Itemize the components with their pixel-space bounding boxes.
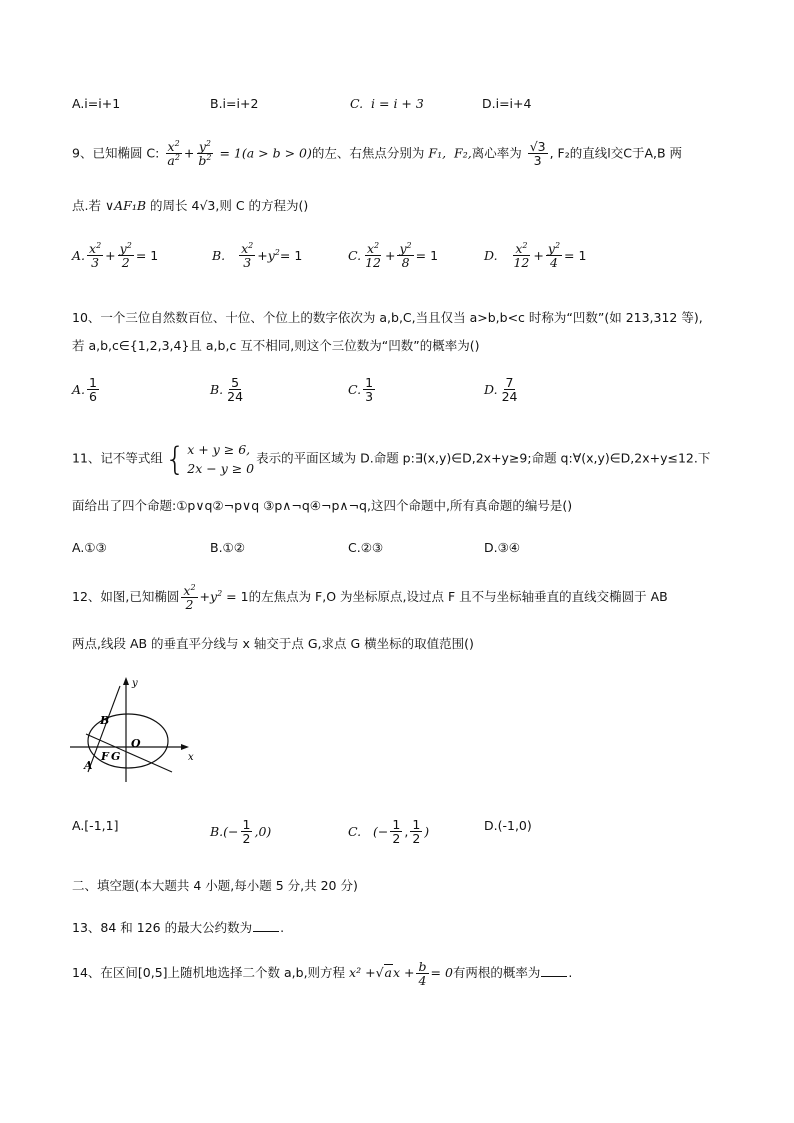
q12-option-b: B. (− $\frac{1}{2}$ ,0) xyxy=(210,817,272,847)
q11-option-a: A.①③ xyxy=(72,540,107,555)
q12-line-2: 两点,线段 AB 的垂直平分线与 x 轴交于点 G,求点 G 横坐标的取值范围() xyxy=(72,636,474,651)
q8-option-b: B.i=i+2 xyxy=(210,96,259,111)
label-y: y xyxy=(132,678,138,689)
q9-option-d: D. $\frac{x^2}{12}$ + $\frac{y^2}{4}$ = 1 xyxy=(484,241,587,271)
q9-line-1: 9、已知椭圆 C: $\frac{x^2}{a^2}$ + $\frac{y^2}{b^2}$ = 1(a > b > 0)的左、右焦点分别为 F₁, F₂,离心率为 $\frac{√3}{3}$ , F₂的直线l交C于A,B 两 xyxy=(72,139,683,169)
q8-option-c: C. i = i + 3 xyxy=(350,96,424,111)
label-x: x xyxy=(188,752,194,763)
label-g: G xyxy=(111,750,121,763)
label-f: F xyxy=(101,750,109,763)
q10-line-2: 若 a,b,c∈{1,2,3,4}且 a,b,c 互不相同,则这个三位数为“凹数”的概率为() xyxy=(72,338,480,353)
section-2-heading: 二、填空题(本大题共 4 小题,每小题 5 分,共 20 分) xyxy=(72,878,358,893)
q10-option-d: D. $\frac{7}{24}$ xyxy=(484,375,518,405)
x-axis-arrow xyxy=(181,744,189,750)
q14-blank[interactable] xyxy=(541,976,567,977)
q8-option-c-expr: i = i + 3 xyxy=(371,96,424,111)
q10-option-c: C. $\frac{1}{3}$ xyxy=(348,375,374,405)
q9-line-2: 点.若 ∨AF₁B 的周长 4√3,则 C 的方程为() xyxy=(72,198,309,213)
q13: 13、84 和 126 的最大公约数为 . xyxy=(72,920,285,935)
q11-option-b: B.①② xyxy=(210,540,245,555)
q10-option-a: A. $\frac{1}{6}$ xyxy=(72,375,97,405)
q8-option-a: A.i=i+1 xyxy=(72,96,121,111)
label-a: A xyxy=(84,759,93,772)
q12-option-d: D.(-1,0) xyxy=(484,818,532,833)
label-b: B xyxy=(100,714,110,727)
q11-line-1: 11、记不等式组 { x + y ≥ 6, 2x − y ≥ 0 表示的平面区域为 D.命题 p:∃(x,y)∈D,2x+y≥9;命题 q:∀(x,y)∈D,2x+y≤12.下 xyxy=(72,440,711,478)
q9-option-a: A. $\frac{x^2}{3}$ + $\frac{y^2}{2}$ = 1 xyxy=(72,241,159,271)
q11-option-d: D.③④ xyxy=(484,540,521,555)
q9-option-b: B. $\frac{x^2}{3}$ + $y^2$ = 1 xyxy=(212,241,303,271)
q12-option-c: C. (− $\frac{1}{2}$ , $\frac{1}{2}$ ) xyxy=(348,817,430,847)
q10-line-1: 10、一个三位自然数百位、十位、个位上的数字依次为 a,b,C,当且仅当 a>b,b<c 时称为“凹数”(如 213,312 等), xyxy=(72,310,703,325)
q12-line-1: 12、如图,已知椭圆 $\frac{x^2}{2}$ $+y^2 = 1$的左焦点为 F,O 为坐标原点,设过点 F 且不与坐标轴垂直的直线交椭圆于 AB xyxy=(72,583,668,613)
y-axis-arrow xyxy=(123,677,129,685)
q12-option-a: A.[-1,1] xyxy=(72,818,119,833)
ellipse-figure xyxy=(68,672,200,784)
q13-blank[interactable] xyxy=(253,931,279,932)
q10-option-b: B. $\frac{5}{24}$ xyxy=(210,375,244,405)
q9-option-c: C. $\frac{x^2}{12}$ + $\frac{y^2}{8}$ = 1 xyxy=(348,241,439,271)
q14: 14、在区间[0,5]上随机地选择二个数 a,b,则方程 x² +√ax + $\frac{b}{4}$ = 0有两根的概率为 . xyxy=(72,959,573,989)
q11-line-2: 面给出了四个命题:①p∨q②¬p∨q ③p∧¬q④¬p∧¬q,这四个命题中,所有真命题的编号是() xyxy=(72,498,573,513)
perpendicular-bisector xyxy=(86,734,172,772)
q11-option-c: C.②③ xyxy=(348,540,384,555)
q8-option-d: D.i=i+4 xyxy=(482,96,532,111)
label-o: O xyxy=(131,737,141,750)
